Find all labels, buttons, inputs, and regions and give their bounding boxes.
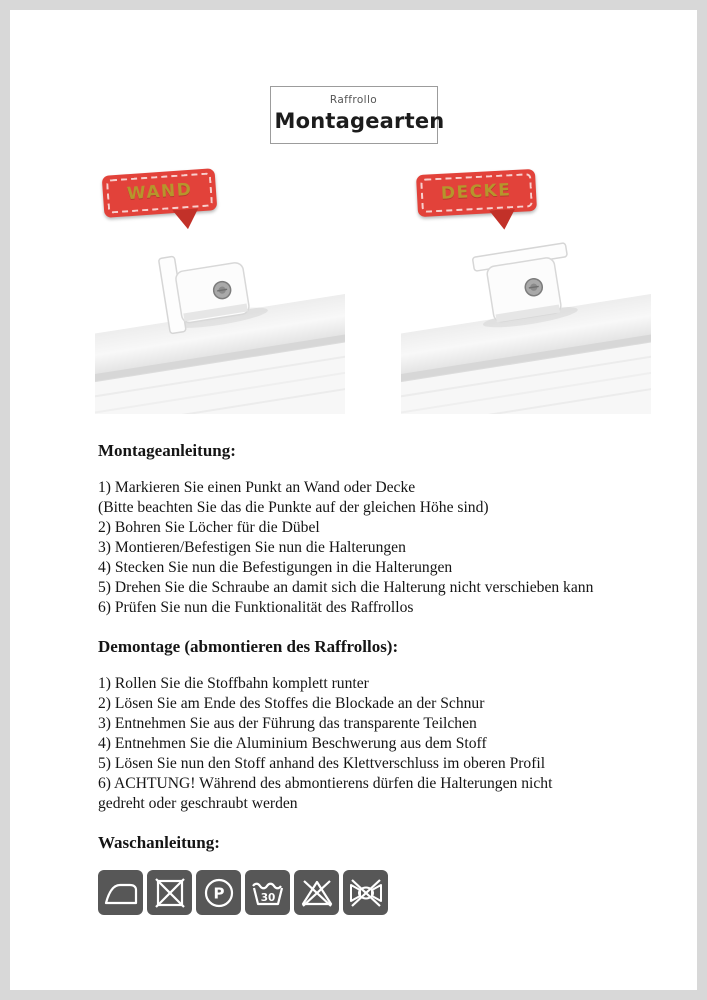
wall-mount-photo xyxy=(95,164,345,414)
montage-heading: Montageanleitung: xyxy=(98,441,236,460)
montage-steps xyxy=(98,478,676,618)
montage-section xyxy=(98,440,676,618)
wash-30-icon xyxy=(245,870,290,915)
demontage-step: 5) Lösen Sie nun den Stoff anhand des Klettverschluss im oberen Profil xyxy=(98,755,546,772)
demontage-step: 4) Entnehmen Sie die Aluminium Beschwerung aus dem Stoff xyxy=(98,735,487,752)
do-not-wring-icon xyxy=(343,870,388,915)
dry-clean-letter: P xyxy=(213,884,224,902)
montage-step: 6) Prüfen Sie nun die Funktionalität des Raffrollos xyxy=(98,599,414,616)
brand-logo-box xyxy=(270,86,445,144)
care-symbols-row xyxy=(98,870,676,915)
brand-subtitle: Raffrollo xyxy=(329,94,378,106)
ceiling-label-ribbon xyxy=(416,169,537,217)
ceiling-label: DECKE xyxy=(420,173,532,213)
wash-temperature: 30 xyxy=(260,891,275,904)
demontage-section xyxy=(98,636,676,814)
mounting-photos-row xyxy=(95,164,697,414)
montage-step: 1) Markieren Sie einen Punkt an Wand oder Decke xyxy=(98,479,416,496)
brand-title: Montagearten xyxy=(274,109,445,133)
wall-label-ribbon xyxy=(102,168,218,218)
demontage-step: 6) ACHTUNG! Während des abmontierens dürfen die Halterungen nicht xyxy=(98,775,553,792)
demontage-step: 1) Rollen Sie die Stoffbahn komplett runter xyxy=(98,675,369,692)
montage-step: 2) Bohren Sie Löcher für die Dübel xyxy=(98,519,320,536)
ceiling-mount-photo xyxy=(401,164,651,414)
wasch-section xyxy=(98,832,676,915)
wall-label: WAND xyxy=(106,172,214,213)
demontage-step: 2) Lösen Sie am Ende des Stoffes die Blockade an der Schnur xyxy=(98,695,485,712)
demontage-heading: Demontage (abmontieren des Raffrollos): xyxy=(98,637,399,656)
dry-clean-p-icon xyxy=(196,870,241,915)
montage-step: 3) Montieren/Befestigen Sie nun die Halterungen xyxy=(98,539,406,556)
instructions-content xyxy=(98,440,676,915)
demontage-steps xyxy=(98,674,676,814)
ribbon-body xyxy=(416,169,537,217)
wasch-heading: Waschanleitung: xyxy=(98,833,220,852)
do-not-tumble-dry-icon xyxy=(147,870,192,915)
instruction-sheet xyxy=(10,10,697,990)
demontage-step: 3) Entnehmen Sie aus der Führung das transparente Teilchen xyxy=(98,715,477,732)
montage-step: 4) Stecken Sie nun die Befestigungen in die Halterungen xyxy=(98,559,453,576)
demontage-step-wrap: gedreht oder geschraubt werden xyxy=(98,795,298,812)
iron-icon xyxy=(98,870,143,915)
montage-step: 5) Drehen Sie die Schraube an damit sich die Halterung nicht verschieben kann xyxy=(98,579,594,596)
ribbon-body xyxy=(102,168,218,218)
montage-step-note: (Bitte beachten Sie das die Punkte auf der gleichen Höhe sind) xyxy=(98,499,489,516)
do-not-bleach-icon xyxy=(294,870,339,915)
